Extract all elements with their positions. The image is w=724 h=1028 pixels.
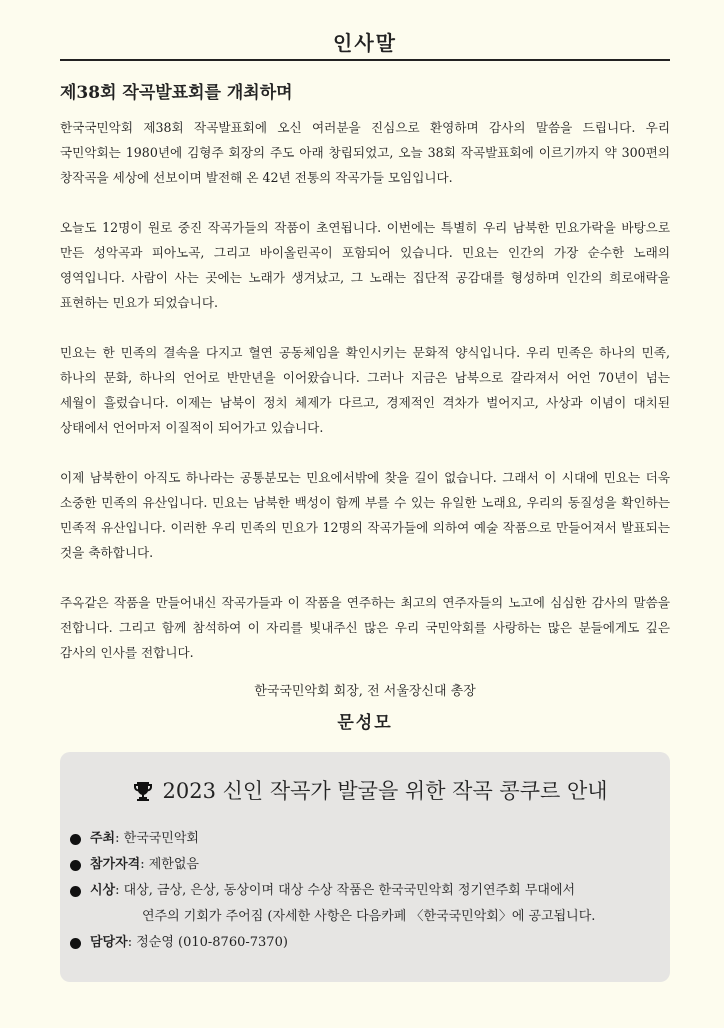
notice-item-host xyxy=(70,826,670,852)
paragraph-2: 오늘도 12명이 원로 중진 작곡가들의 작품이 초연됩니다. 이번에는 특별히 우리 남북한 민요가락을 바탕으로 만든 성악곡과 피아노곡, 그리고 바이올린곡이 포함되어 있습니다. 민요는 인간의 가장 순수한 노래의 영역입니다. 사람이 사는 곳에는 노래가 생겨났고, 그 노래는 집단적 공감대를 형성하며 인간의 희로애락을 표현하는 민요가 되었습니다. xyxy=(60,220,670,310)
notice-item-awards xyxy=(70,878,670,930)
bullet-icon xyxy=(70,886,81,897)
signer-name: 문성모 xyxy=(337,713,393,733)
item-label: 담당자 xyxy=(90,935,128,950)
bullet-icon xyxy=(70,938,81,949)
paragraph-1: 한국국민악회 제38회 작곡발표회에 오신 여러분을 진심으로 환영하며 감사의 말씀을 드립니다. 우리 국민악회는 1980년에 김형주 회장의 주도 아래 창립되었고, 오늘 38회 작곡발표회에 이르기까지 약 300편의 창작곡을 세상에 선보이며 발전해 온 42년 전통의 작곡가들 모임입니다. xyxy=(60,120,670,185)
notice-item-eligibility xyxy=(70,852,670,878)
bullet-icon xyxy=(70,860,81,871)
section-subtitle: 제38회 작곡발표회를 개최하며 xyxy=(60,83,293,103)
paragraph-5: 주옥같은 작품을 만들어내신 작곡가들과 이 작품을 연주하는 최고의 연주자들의 노고에 심심한 감사의 말씀을 전합니다. 그리고 함께 참석하여 이 자리를 빛내주신 많은 우리 국민악회를 사랑하는 많은 분들에게도 깊은 감사의 인사를 전합니다. xyxy=(60,595,670,660)
item-text-continued: 연주의 기회가 주어짐 (자세한 사항은 다음카페 〈한국국민악회〉에 공고됩니다. xyxy=(142,909,596,924)
trophy-icon xyxy=(132,780,154,802)
notice-heading xyxy=(70,776,670,806)
item-label: 참가자격 xyxy=(90,857,141,872)
paragraph-3: 민요는 한 민족의 결속을 다지고 혈연 공동체임을 확인시키는 문화적 양식입니다. 우리 민족은 하나의 민족, 하나의 문화, 하나의 언어로 반만년을 이어왔습니다. 그러나 지금은 남북으로 갈라져서 어언 70년이 넘는 세월이 흘렀습니다. 이제는 남북이 정치 체제가 다르고, 경제적인 격차가 벌어지고, 사상과 이념이 대치된 상태에서 언어마저 이질적이 되어가고 있습니다. xyxy=(60,345,670,435)
page-title: 인사말 xyxy=(60,30,670,61)
signature-affiliation: 한국국민악회 회장, 전 서울장신대 총장 xyxy=(254,684,476,699)
item-label: 시상 xyxy=(90,883,116,898)
item-label: 주최 xyxy=(90,831,116,846)
item-text: : 대상, 금상, 은상, 동상이며 대상 수상 작품은 한국국민악회 정기연주회 무대에서 xyxy=(115,883,576,898)
greeting-page xyxy=(60,0,670,735)
notice-item-contact xyxy=(70,930,670,956)
item-text: : 제한없음 xyxy=(140,857,199,872)
bullet-icon xyxy=(70,834,81,845)
paragraph-4: 이제 남북한이 아직도 하나라는 공통분모는 민요에서밖에 찾을 길이 없습니다. 그래서 이 시대에 민요는 더욱 소중한 민족의 유산입니다. 민요는 남북한 백성이 함께 부를 수 있는 유일한 노래요, 우리의 동질성을 확인하는 민족적 유산입니다. 이러한 우리 민족의 민요가 12명의 작곡가들에 의하여 예술 작품으로 만들어져서 발표되는 것을 축하합니다. xyxy=(60,470,670,560)
notice-title: 2023 신인 작곡가 발굴을 위한 작곡 콩쿠르 안내 xyxy=(162,779,608,803)
item-text: : 정순영 (010-8760-7370) xyxy=(127,935,288,950)
notice-list xyxy=(70,826,670,956)
competition-notice-box xyxy=(60,752,670,982)
item-text: : 한국국민악회 xyxy=(115,831,199,846)
